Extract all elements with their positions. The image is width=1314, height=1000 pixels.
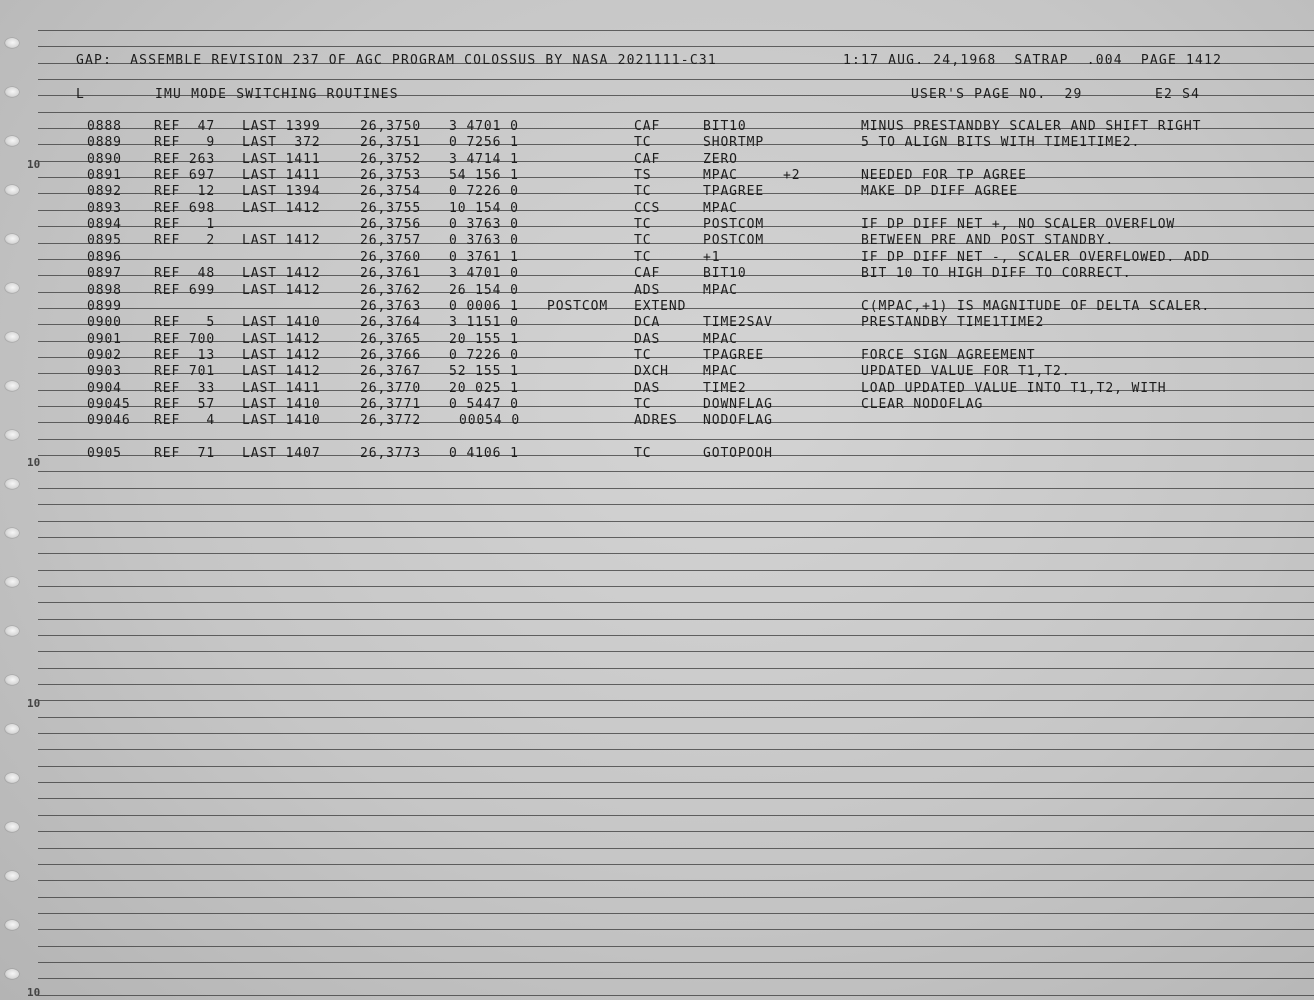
feed-hole xyxy=(5,577,19,587)
feed-hole xyxy=(5,185,19,195)
address: 26,3752 xyxy=(360,152,422,167)
octal-word: 26 154 0 xyxy=(449,283,519,298)
last-ref: LAST 1412 xyxy=(242,364,321,379)
feed-hole xyxy=(5,332,19,342)
feed-hole xyxy=(5,528,19,538)
ruled-line xyxy=(38,161,1314,162)
ruled-line xyxy=(38,635,1314,636)
operand: ZERO xyxy=(703,152,738,167)
line-number: 0890 xyxy=(87,152,122,167)
operand: TPAGREE xyxy=(703,184,765,199)
ref-count: REF 698 xyxy=(154,201,216,216)
operand: MPAC xyxy=(703,283,738,298)
address: 26,3763 xyxy=(360,299,422,314)
ruled-line xyxy=(38,962,1314,963)
address: 26,3772 xyxy=(360,413,422,428)
comment: C(MPAC,+1) IS MAGNITUDE OF DELTA SCALER. xyxy=(861,299,1211,314)
ruled-line xyxy=(38,848,1314,849)
ruled-line xyxy=(38,324,1314,325)
feed-hole xyxy=(5,283,19,293)
address: 26,3767 xyxy=(360,364,422,379)
operand: MPAC xyxy=(703,168,738,183)
ruled-line xyxy=(38,406,1314,407)
octal-word: 0 3761 1 xyxy=(449,250,519,265)
opcode: DCA xyxy=(634,315,661,330)
ref-count: REF 4 xyxy=(154,413,216,428)
comment: IF DP DIFF NET +, NO SCALER OVERFLOW xyxy=(861,217,1176,232)
comment: PRESTANDBY TIME1TIME2 xyxy=(861,315,1045,330)
feed-hole xyxy=(5,136,19,146)
assembly-title: GAP: ASSEMBLE REVISION 237 OF AGC PROGRAM COLOSSUS BY NASA 2021111-C31 xyxy=(76,53,717,68)
comment: UPDATED VALUE FOR T1,T2. xyxy=(861,364,1071,379)
line-number: 0896 xyxy=(87,250,122,265)
margin-mark: 10 xyxy=(27,697,41,710)
opcode: CCS xyxy=(634,201,661,216)
opcode: TC xyxy=(634,135,652,150)
ref-count: REF 57 xyxy=(154,397,216,412)
operand: NODOFLAG xyxy=(703,413,773,428)
feed-hole xyxy=(5,724,19,734)
opcode: CAF xyxy=(634,266,661,281)
line-number: 0893 xyxy=(87,201,122,216)
feed-hole xyxy=(5,626,19,636)
operand-modifier: +2 xyxy=(783,168,801,183)
feed-hole xyxy=(5,871,19,881)
ref-count: REF 699 xyxy=(154,283,216,298)
ruled-line xyxy=(38,30,1314,31)
comment: NEEDED FOR TP AGREE xyxy=(861,168,1027,183)
line-number: 0902 xyxy=(87,348,122,363)
opcode: ADRES xyxy=(634,413,678,428)
ruled-line xyxy=(38,357,1314,358)
line-number: 0894 xyxy=(87,217,122,232)
last-ref: LAST 1412 xyxy=(242,283,321,298)
octal-word: 3 4701 0 xyxy=(449,119,519,134)
ruled-line xyxy=(38,831,1314,832)
ref-count: REF 71 xyxy=(154,446,216,461)
octal-word: 3 1151 0 xyxy=(449,315,519,330)
ruled-line xyxy=(38,864,1314,865)
line-number: 0895 xyxy=(87,233,122,248)
address: 26,3770 xyxy=(360,381,422,396)
line-number: 0898 xyxy=(87,283,122,298)
feed-hole xyxy=(5,430,19,440)
ref-count: REF 48 xyxy=(154,266,216,281)
feed-hole xyxy=(5,38,19,48)
ruled-line xyxy=(38,684,1314,685)
operand: BIT10 xyxy=(703,266,747,281)
comment: IF DP DIFF NET -, SCALER OVERFLOWED. ADD xyxy=(861,250,1211,265)
address: 26,3757 xyxy=(360,233,422,248)
octal-word: 00054 0 xyxy=(459,413,521,428)
feed-hole xyxy=(5,920,19,930)
feed-hole xyxy=(5,87,19,97)
ruled-line xyxy=(38,913,1314,914)
opcode: TC xyxy=(634,348,652,363)
last-ref: LAST 372 xyxy=(242,135,321,150)
operand: MPAC xyxy=(703,364,738,379)
last-ref: LAST 1412 xyxy=(242,233,321,248)
ruled-line xyxy=(38,439,1314,440)
ruled-line xyxy=(38,210,1314,211)
ruled-line xyxy=(38,897,1314,898)
feed-hole xyxy=(5,773,19,783)
octal-word: 0 3763 0 xyxy=(449,233,519,248)
opcode: TC xyxy=(634,233,652,248)
ruled-line xyxy=(38,946,1314,947)
ref-count: REF 13 xyxy=(154,348,216,363)
comment: 5 TO ALIGN BITS WITH TIME1TIME2. xyxy=(861,135,1141,150)
ruled-line xyxy=(38,488,1314,489)
line-number: 0892 xyxy=(87,184,122,199)
comment: MAKE DP DIFF AGREE xyxy=(861,184,1019,199)
last-ref: LAST 1412 xyxy=(242,348,321,363)
margin-mark: 10 xyxy=(27,456,41,469)
ref-count: REF 9 xyxy=(154,135,216,150)
comment: FORCE SIGN AGREEMENT xyxy=(861,348,1036,363)
ruled-line xyxy=(38,668,1314,669)
octal-word: 0 5447 0 xyxy=(449,397,519,412)
octal-word: 52 155 1 xyxy=(449,364,519,379)
ruled-line xyxy=(38,521,1314,522)
ref-count: REF 47 xyxy=(154,119,216,134)
ruled-line xyxy=(38,782,1314,783)
feed-hole xyxy=(5,479,19,489)
octal-word: 10 154 0 xyxy=(449,201,519,216)
opcode: TC xyxy=(634,397,652,412)
feed-hole xyxy=(5,969,19,979)
ruled-line xyxy=(38,586,1314,587)
operand: MPAC xyxy=(703,201,738,216)
ruled-line xyxy=(38,243,1314,244)
ref-count: REF 12 xyxy=(154,184,216,199)
octal-word: 20 155 1 xyxy=(449,332,519,347)
ruled-line xyxy=(38,880,1314,881)
label: POSTCOM xyxy=(547,299,609,314)
operand: BIT10 xyxy=(703,119,747,134)
operand: TIME2SAV xyxy=(703,315,773,330)
line-number: 0897 xyxy=(87,266,122,281)
margin-mark: 10 xyxy=(27,986,41,999)
feed-hole xyxy=(5,822,19,832)
address: 26,3760 xyxy=(360,250,422,265)
ruled-line xyxy=(38,504,1314,505)
ref-count: REF 5 xyxy=(154,315,216,330)
log-section-marker: L xyxy=(76,87,86,102)
ruled-line xyxy=(38,619,1314,620)
ref-count: REF 263 xyxy=(154,152,216,167)
address: 26,3750 xyxy=(360,119,422,134)
ref-count: REF 701 xyxy=(154,364,216,379)
feed-hole xyxy=(5,234,19,244)
address: 26,3753 xyxy=(360,168,422,183)
octal-word: 0 7256 1 xyxy=(449,135,519,150)
opcode: DXCH xyxy=(634,364,669,379)
address: 26,3765 xyxy=(360,332,422,347)
opcode: TC xyxy=(634,250,652,265)
last-ref: LAST 1411 xyxy=(242,168,321,183)
ruled-line xyxy=(38,46,1314,47)
page-code: E2 S4 xyxy=(1155,87,1201,102)
last-ref: LAST 1394 xyxy=(242,184,321,199)
address: 26,3755 xyxy=(360,201,422,216)
ruled-line xyxy=(38,455,1314,456)
feed-hole xyxy=(5,675,19,685)
operand: +1 xyxy=(703,250,721,265)
feed-hole xyxy=(5,381,19,391)
last-ref: LAST 1407 xyxy=(242,446,321,461)
user-page-number: USER'S PAGE NO. 29 xyxy=(911,87,1083,102)
last-ref: LAST 1410 xyxy=(242,315,321,330)
line-number: 0889 xyxy=(87,135,122,150)
last-ref: LAST 1411 xyxy=(242,152,321,167)
octal-word: 0 0006 1 xyxy=(449,299,519,314)
operand: MPAC xyxy=(703,332,738,347)
comment: CLEAR NODOFLAG xyxy=(861,397,984,412)
comment: LOAD UPDATED VALUE INTO T1,T2, WITH xyxy=(861,381,1167,396)
ruled-line xyxy=(38,373,1314,374)
line-number: 09046 xyxy=(87,413,131,428)
ruled-line xyxy=(38,112,1314,113)
ruled-line xyxy=(38,79,1314,80)
run-info: 1:17 AUG. 24,1968 SATRAP .004 PAGE 1412 xyxy=(843,53,1223,68)
ref-count: REF 1 xyxy=(154,217,216,232)
ruled-line xyxy=(38,177,1314,178)
address: 26,3766 xyxy=(360,348,422,363)
opcode: DAS xyxy=(634,381,661,396)
opcode: DAS xyxy=(634,332,661,347)
ruled-line xyxy=(38,570,1314,571)
octal-word: 0 7226 0 xyxy=(449,184,519,199)
octal-word: 0 7226 0 xyxy=(449,348,519,363)
operand: TPAGREE xyxy=(703,348,765,363)
ruled-line xyxy=(38,651,1314,652)
ref-count: REF 33 xyxy=(154,381,216,396)
octal-word: 3 4701 0 xyxy=(449,266,519,281)
line-number: 0888 xyxy=(87,119,122,134)
address: 26,3754 xyxy=(360,184,422,199)
section-title: IMU MODE SWITCHING ROUTINES xyxy=(155,87,399,102)
ruled-line xyxy=(38,602,1314,603)
opcode: EXTEND xyxy=(634,299,687,314)
operand: SHORTMP xyxy=(703,135,765,150)
address: 26,3773 xyxy=(360,446,422,461)
last-ref: LAST 1410 xyxy=(242,413,321,428)
address: 26,3771 xyxy=(360,397,422,412)
ruled-line xyxy=(38,193,1314,194)
address: 26,3756 xyxy=(360,217,422,232)
operand: GOTOPOOH xyxy=(703,446,773,461)
last-ref: LAST 1399 xyxy=(242,119,321,134)
comment: MINUS PRESTANDBY SCALER AND SHIFT RIGHT xyxy=(861,119,1202,134)
line-number: 0901 xyxy=(87,332,122,347)
line-number: 09045 xyxy=(87,397,131,412)
octal-word: 20 025 1 xyxy=(449,381,519,396)
ruled-line xyxy=(38,537,1314,538)
address: 26,3761 xyxy=(360,266,422,281)
ruled-line xyxy=(38,766,1314,767)
line-number: 0904 xyxy=(87,381,122,396)
address: 26,3751 xyxy=(360,135,422,150)
ruled-line xyxy=(38,700,1314,701)
opcode: TC xyxy=(634,217,652,232)
last-ref: LAST 1412 xyxy=(242,201,321,216)
operand: TIME2 xyxy=(703,381,747,396)
operand: POSTCOM xyxy=(703,217,765,232)
ruled-line xyxy=(38,733,1314,734)
line-number: 0899 xyxy=(87,299,122,314)
line-number: 0891 xyxy=(87,168,122,183)
ruled-line xyxy=(38,471,1314,472)
address: 26,3762 xyxy=(360,283,422,298)
ruled-line xyxy=(38,929,1314,930)
opcode: TS xyxy=(634,168,652,183)
ruled-line xyxy=(38,749,1314,750)
ref-count: REF 700 xyxy=(154,332,216,347)
ruled-line xyxy=(38,553,1314,554)
comment: BIT 10 TO HIGH DIFF TO CORRECT. xyxy=(861,266,1132,281)
last-ref: LAST 1412 xyxy=(242,332,321,347)
margin-mark: 10 xyxy=(27,158,41,171)
last-ref: LAST 1410 xyxy=(242,397,321,412)
opcode: TC xyxy=(634,184,652,199)
operand: POSTCOM xyxy=(703,233,765,248)
ruled-line xyxy=(38,978,1314,979)
ruled-line xyxy=(38,798,1314,799)
last-ref: LAST 1412 xyxy=(242,266,321,281)
last-ref: LAST 1411 xyxy=(242,381,321,396)
comment: BETWEEN PRE AND POST STANDBY. xyxy=(861,233,1115,248)
ruled-line xyxy=(38,815,1314,816)
ref-count: REF 697 xyxy=(154,168,216,183)
line-number: 0905 xyxy=(87,446,122,461)
octal-word: 0 4106 1 xyxy=(449,446,519,461)
operand: DOWNFLAG xyxy=(703,397,773,412)
ruled-line xyxy=(38,995,1314,996)
address: 26,3764 xyxy=(360,315,422,330)
opcode: CAF xyxy=(634,152,661,167)
ruled-line xyxy=(38,292,1314,293)
ruled-line xyxy=(38,717,1314,718)
opcode: CAF xyxy=(634,119,661,134)
opcode: TC xyxy=(634,446,652,461)
octal-word: 3 4714 1 xyxy=(449,152,519,167)
line-number: 0903 xyxy=(87,364,122,379)
octal-word: 54 156 1 xyxy=(449,168,519,183)
ref-count: REF 2 xyxy=(154,233,216,248)
ruled-line xyxy=(38,341,1314,342)
opcode: ADS xyxy=(634,283,661,298)
line-number: 0900 xyxy=(87,315,122,330)
octal-word: 0 3763 0 xyxy=(449,217,519,232)
